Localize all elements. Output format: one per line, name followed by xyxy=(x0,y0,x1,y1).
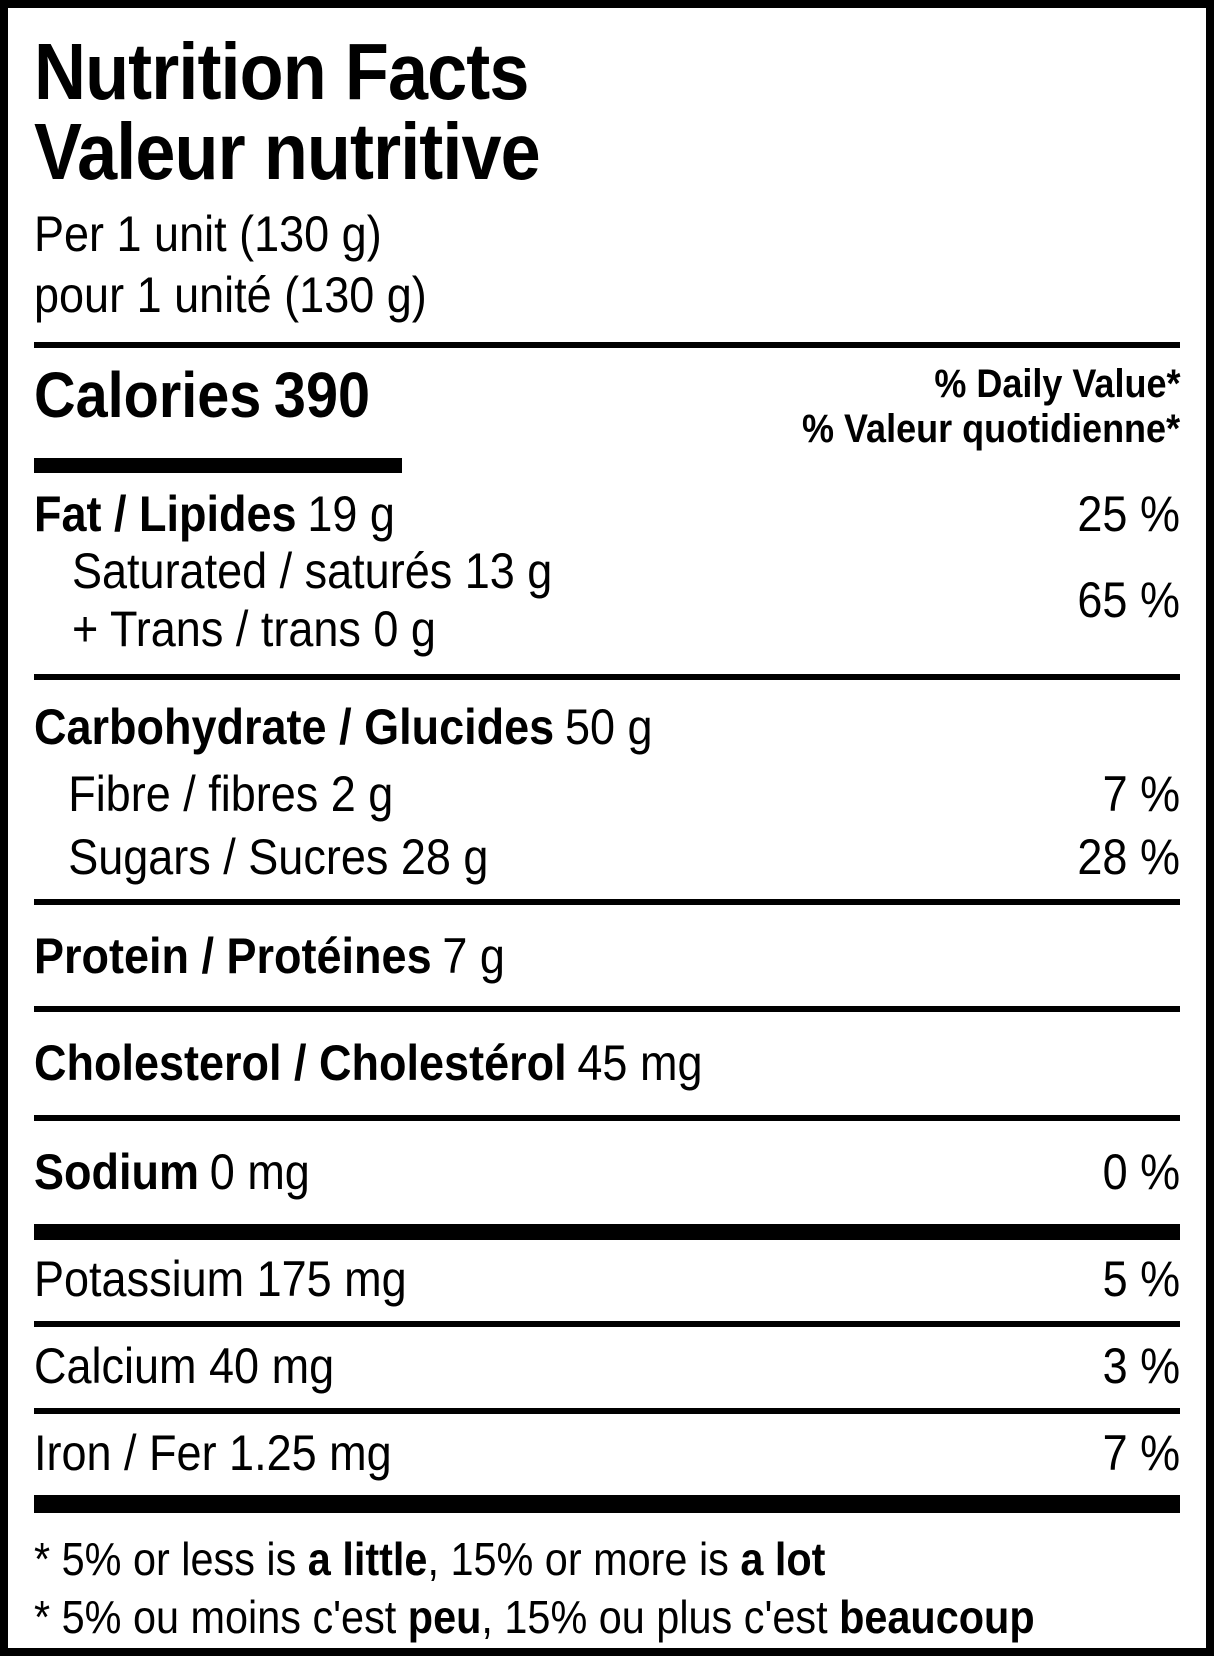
daily-value-header-english: % Daily Value* xyxy=(933,362,1180,406)
sugars-name: Sugars / Sucres 28 g xyxy=(68,828,489,885)
daily-value-header xyxy=(760,362,1180,452)
title-english: Nutrition Facts xyxy=(34,27,529,116)
fat-row xyxy=(34,473,1180,542)
calories-amount: 390 xyxy=(273,359,371,431)
fibre-row xyxy=(34,755,1180,822)
sodium-row xyxy=(34,1121,1180,1224)
serving-size xyxy=(34,204,1180,326)
saturated-trans-row xyxy=(34,542,1180,680)
cholesterol-amount: 45 mg xyxy=(577,1034,703,1091)
footnote-french: * 5% ou moins c'est peu, 15% ou plus c'est beaucoup xyxy=(34,1590,1035,1643)
calories-label: Calories xyxy=(34,359,262,431)
calcium-row xyxy=(34,1327,1180,1414)
sodium-amount: 0 mg xyxy=(209,1143,310,1200)
sugars-row xyxy=(34,822,1180,905)
footnote-english: * 5% or less is a little, 15% or more is a lot xyxy=(34,1532,826,1585)
protein-name: Protein / Protéines xyxy=(34,927,432,984)
calcium-name: Calcium 40 mg xyxy=(34,1337,335,1394)
sodium-name: Sodium xyxy=(34,1143,199,1200)
saturated-fat-line: Saturated / saturés 13 g xyxy=(72,542,553,599)
divider-bar-sodium xyxy=(34,1224,1180,1240)
calories-underline-bar xyxy=(34,458,402,473)
carbohydrate-row xyxy=(34,680,1180,755)
sugars-daily-value: 28 % xyxy=(1077,828,1180,885)
fibre-name: Fibre / fibres 2 g xyxy=(68,765,394,822)
cholesterol-name: Cholesterol / Cholestérol xyxy=(34,1034,567,1091)
fibre-daily-value: 7 % xyxy=(1102,765,1180,822)
divider-header xyxy=(34,342,1180,348)
carbohydrate-amount: 50 g xyxy=(564,698,653,755)
sodium-daily-value: 0 % xyxy=(1102,1143,1180,1200)
calories-value xyxy=(34,359,407,431)
fat-daily-value: 25 % xyxy=(1077,485,1180,542)
trans-fat-line: + Trans / trans 0 g xyxy=(72,600,436,657)
serving-size-english: Per 1 unit (130 g) xyxy=(34,206,382,262)
potassium-daily-value: 5 % xyxy=(1102,1250,1180,1307)
title-french: Valeur nutritive xyxy=(34,107,540,196)
fat-amount: 19 g xyxy=(307,485,395,542)
label-title xyxy=(34,27,1180,196)
carbohydrate-name: Carbohydrate / Glucides xyxy=(34,698,555,755)
protein-amount: 7 g xyxy=(442,927,505,984)
cholesterol-row xyxy=(34,1012,1180,1121)
daily-value-header-french: % Valeur quotidienne* xyxy=(801,406,1180,451)
iron-daily-value: 7 % xyxy=(1102,1424,1180,1481)
potassium-name: Potassium 175 mg xyxy=(34,1250,407,1307)
serving-size-french: pour 1 unité (130 g) xyxy=(34,267,427,323)
iron-name: Iron / Fer 1.25 mg xyxy=(34,1424,392,1481)
iron-row xyxy=(34,1414,1180,1495)
potassium-row xyxy=(34,1240,1180,1327)
protein-row xyxy=(34,905,1180,1012)
saturated-trans-daily-value: 65 % xyxy=(1077,571,1180,628)
fat-name: Fat / Lipides xyxy=(34,485,297,542)
calcium-daily-value: 3 % xyxy=(1102,1337,1180,1394)
footnotes xyxy=(34,1531,1180,1647)
saturated-trans-names xyxy=(34,542,606,658)
calories-row xyxy=(34,359,1180,452)
divider-bar-footer xyxy=(34,1495,1180,1513)
